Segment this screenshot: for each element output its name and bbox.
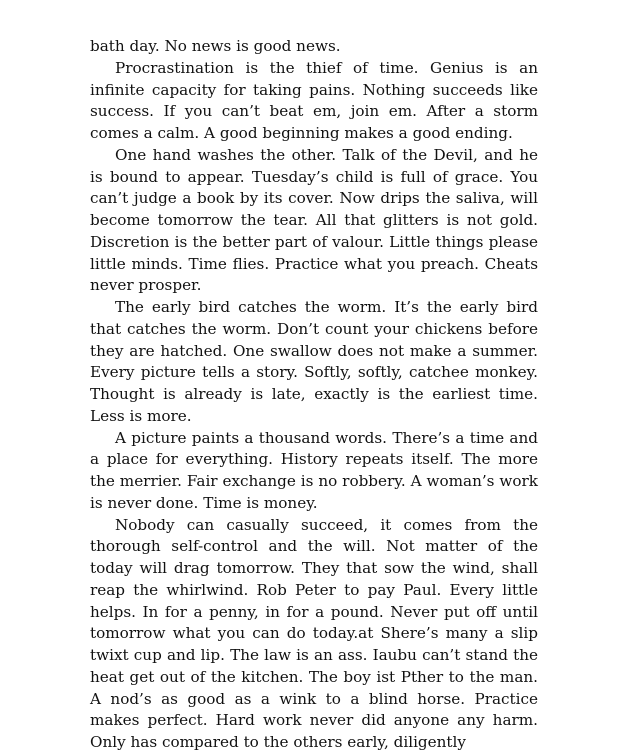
paragraph-continuation: bath day. No news is good news. xyxy=(90,37,341,55)
document-page xyxy=(90,36,538,754)
paragraph-nobody: Nobody can casually succeed, it comes from the thorough self-control and the will. Not matter of the today will drag tomorrow. They that sow the wind, shall reap the whirlwind. Rob Peter to pay Paul. Every little helps. In for a penny, in for a pound. Never put off until tomorrow what you can do today.at Shere’s many a slip twixt cup and lip. The law is an ass. Iaubu can’t stand the heat get out of the kitchen. The boy ist Pther to the man. A nod’s as good as a wink to a blind horse. Practice makes perfect. Hard work never did anyone any harm. Only has compared to the others early, diligently xyxy=(90,515,538,751)
paragraph-one-hand: One hand washes the other. Talk of the Devil, and he is bound to appear. Tuesday’s child is full of grace. You can’t judge a book by its cover. Now drips the saliva, will become tomorrow the tear. All that glitters is not gold. Discretion is the better part of valour. Little things please little minds. Time flies. Practice what you preach. Cheats never prosper. xyxy=(90,145,538,295)
paragraph-early-bird: The early bird catches the worm. It’s the early bird that catches the worm. Don’t count your chickens before they are hatched. One swallow does not make a summer. Every picture tells a story. Softly, softly, catchee monkey. Thought is already is late, exactly is the earliest time. Less is more. xyxy=(90,298,538,425)
paragraph-picture: A picture paints a thousand words. There’s a time and a place for everything. History repeats itself. The more the merrier. Fair exchange is no robbery. A woman’s work is never done. Time is money. xyxy=(90,428,538,512)
paragraph-procrastination: Procrastination is the thief of time. Genius is an infinite capacity for taking pains. Nothing succeeds like success. If you can’t beat em, join em. After a storm comes a calm. A good beginning makes a good ending. xyxy=(90,58,538,142)
